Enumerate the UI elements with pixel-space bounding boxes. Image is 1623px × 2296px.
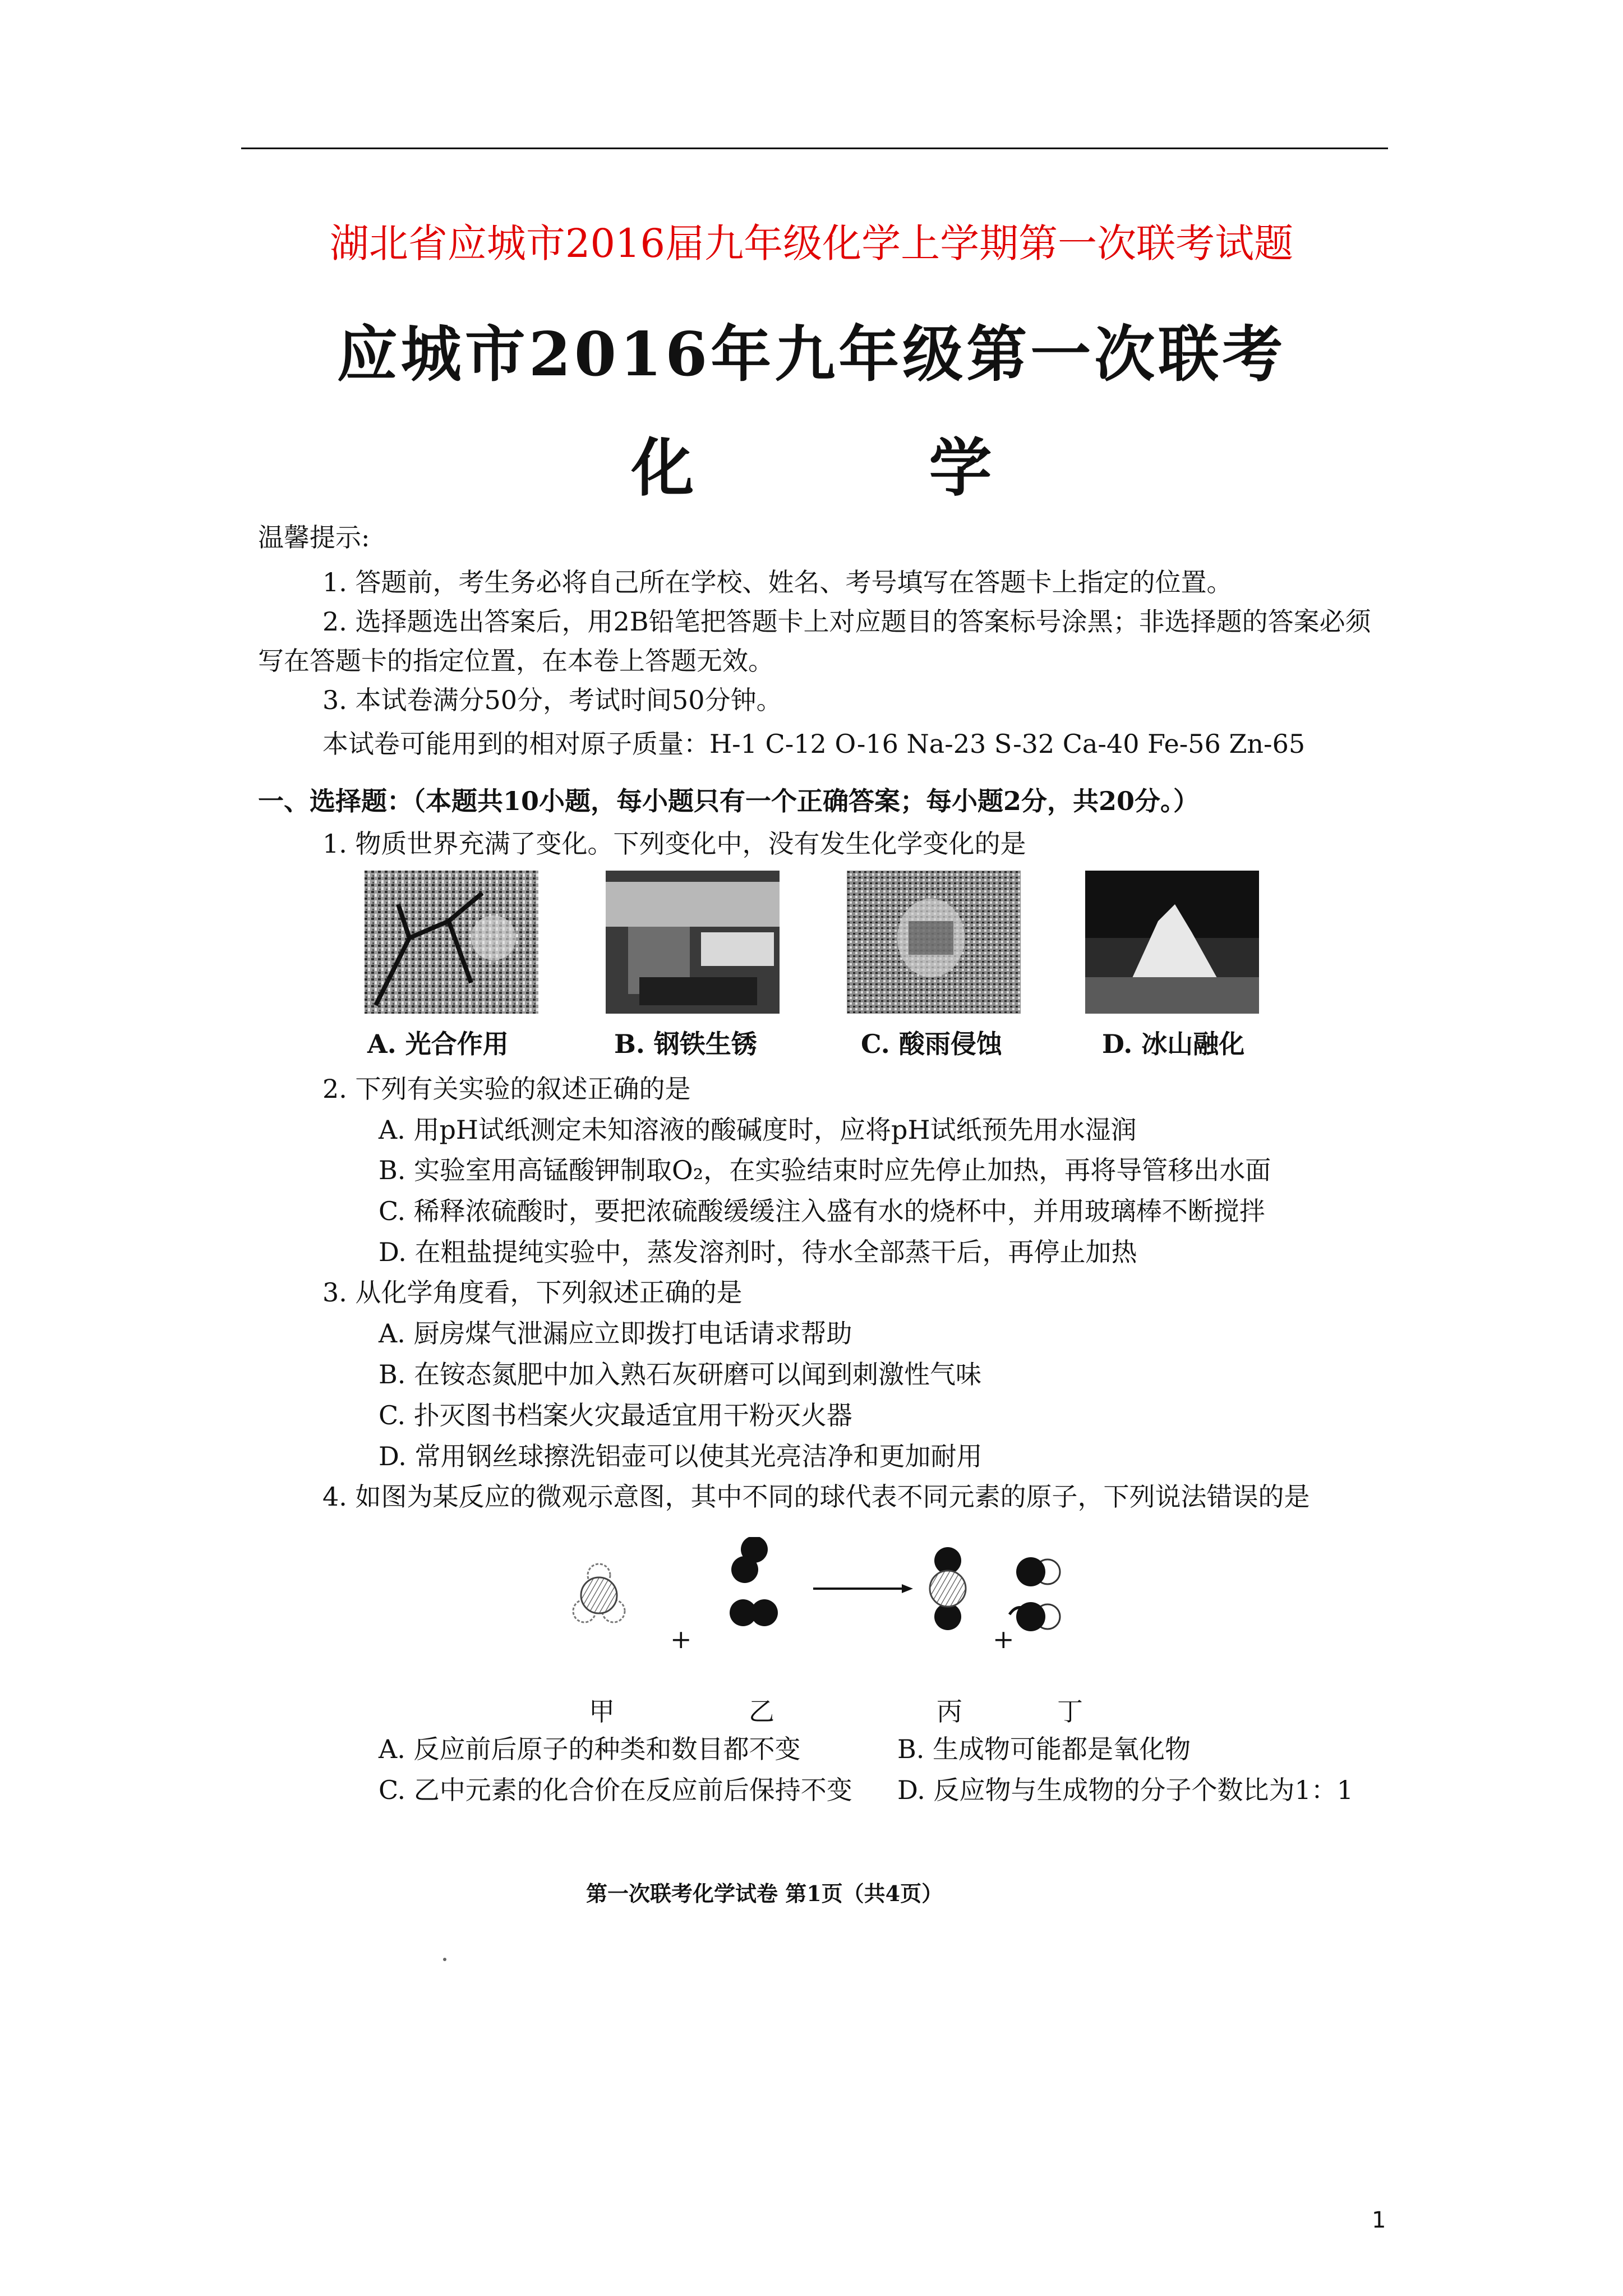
atomic-masses: 本试卷可能用到的相对原子质量：H-1 C-12 O-16 Na-23 S-32 Ca-40 Fe-56 Zn-65	[322, 729, 1306, 759]
reaction-diagram	[550, 1537, 1082, 1683]
tips-heading: 温馨提示:	[258, 522, 370, 553]
q1-stem: 1. 物质世界充满了变化。下列变化中，没有发生化学变化的是	[322, 829, 1026, 859]
q1-option-b: B. 钢铁生锈	[614, 1029, 757, 1059]
q1-option-a: A. 光合作用	[367, 1029, 509, 1059]
label-ding: 丁	[1057, 1696, 1083, 1727]
q4-option-c: C. 乙中元素的化合价在反应前后保持不变	[379, 1775, 852, 1805]
document-title: 湖北省应城市2016届九年级化学上学期第一次联考试题	[329, 220, 1294, 266]
header-rule	[241, 148, 1388, 149]
tip-1: 1. 答题前，考生务必将自己所在学校、姓名、考号填写在答题卡上指定的位置。	[322, 567, 1233, 597]
molecule-ding	[1009, 1557, 1060, 1631]
q2-option-a: A. 用pH试纸测定未知溶液的酸碱度时，应将pH试纸预先用水湿润	[379, 1115, 1137, 1145]
iceberg-melting-photo	[1085, 871, 1259, 1014]
plus-sign-1: +	[670, 1624, 692, 1654]
q1-option-d: D. 冰山融化	[1102, 1029, 1245, 1059]
q4-stem: 4. 如图为某反应的微观示意图，其中不同的球代表不同元素的原子，下列说法错误的是	[322, 1481, 1310, 1512]
section-heading: 一、选择题：（本题共10小题，每小题只有一个正确答案；每小题2分，共20分。）	[258, 786, 1200, 816]
plus-sign-2: +	[993, 1624, 1015, 1654]
q1-option-c: C. 酸雨侵蚀	[861, 1029, 1002, 1059]
q2-option-d: D. 在粗盐提纯实验中，蒸发溶剂时，待水全部蒸干后，再停止加热	[379, 1237, 1137, 1267]
q2-option-b: B. 实验室用高锰酸钾制取O₂，在实验结束时应先停止加热，再将导管移出水面	[379, 1155, 1271, 1185]
exam-footer: 第一次联考化学试卷 第1页（共4页）	[586, 1881, 943, 1906]
q3-option-c: C. 扑灭图书档案火灾最适宜用干粉灭火器	[379, 1400, 852, 1430]
tip-2-cont: 写在答题卡的指定位置，在本卷上答题无效。	[258, 646, 774, 676]
label-yi: 乙	[749, 1696, 774, 1727]
page-number: 1	[1372, 2207, 1386, 2233]
q4-option-b: B. 生成物可能都是氧化物	[897, 1734, 1191, 1764]
acid-rain-erosion-photo	[847, 871, 1021, 1014]
rusting-steel-photo	[606, 871, 780, 1014]
q3-option-b: B. 在铵态氮肥中加入熟石灰研磨可以闻到刺激性气味	[379, 1359, 982, 1389]
scan-speck	[443, 1958, 446, 1961]
q2-option-c: C. 稀释浓硫酸时，要把浓硫酸缓缓注入盛有水的烧杯中，并用玻璃棒不断搅拌	[379, 1196, 1265, 1226]
exam-title: 应城市2016年九年级第一次联考	[336, 319, 1287, 390]
q3-stem: 3. 从化学角度看，下列叙述正确的是	[322, 1277, 743, 1308]
molecule-bing	[930, 1547, 966, 1630]
q4-option-a: A. 反应前后原子的种类和数目都不变	[379, 1734, 801, 1764]
tip-2: 2. 选择题选出答案后，用2B铅笔把答题卡上对应题目的答案标号涂黑；非选择题的答案必须	[322, 606, 1371, 637]
molecule-yi	[730, 1537, 778, 1626]
molecule-jia	[573, 1564, 625, 1622]
subject-title: 化 学	[631, 431, 1099, 505]
q3-option-a: A. 厨房煤气泄漏应立即拨打电话请求帮助	[379, 1318, 852, 1349]
label-jia: 甲	[589, 1696, 615, 1727]
label-bing: 丙	[937, 1696, 962, 1727]
q3-option-d: D. 常用钢丝球擦洗铝壶可以使其光亮洁净和更加耐用	[379, 1441, 983, 1471]
q4-option-d: D. 反应物与生成物的分子个数比为1：1	[897, 1775, 1354, 1805]
tip-3: 3. 本试卷满分50分，考试时间50分钟。	[322, 685, 782, 715]
photosynthesis-photo	[365, 871, 538, 1014]
q2-stem: 2. 下列有关实验的叙述正确的是	[322, 1074, 691, 1104]
